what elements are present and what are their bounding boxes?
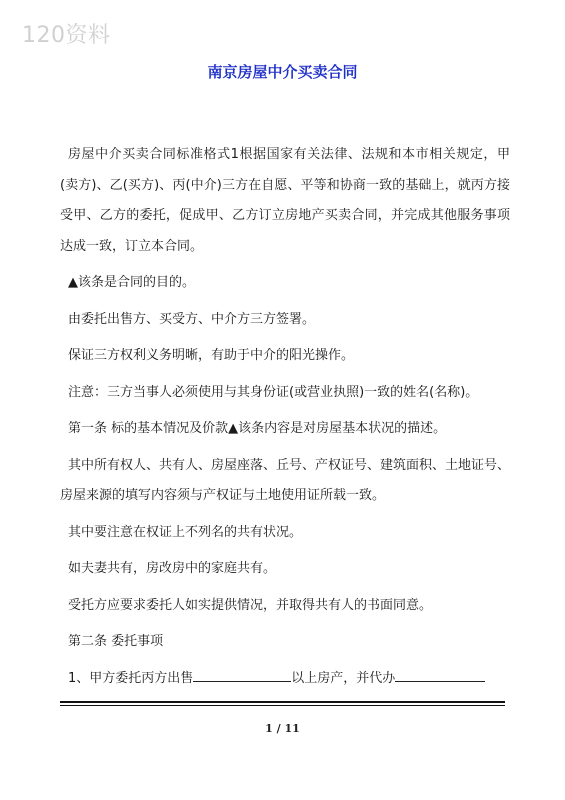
paragraph-intro: 房屋中介买卖合同标准格式1根据国家有关法律、法规和本市相关规定，甲(卖方)、乙(买方)、丙(中介)三方在自愿、平等和协商一致的基础上，就丙方接受甲、乙方的委托，促成甲、乙方订立房地产买卖合同，并完成其他服务事项达成一致，订立本合同。: [60, 147, 510, 254]
paragraph-owners: 其中所有权人、共有人、房屋座落、丘号、产权证号、建筑面积、土地证号、房屋来源的填写内容须与产权证与土地使用证所载一致。: [60, 457, 511, 503]
fill-blank-property[interactable]: [193, 666, 291, 682]
page-number: 1 / 11: [265, 722, 300, 735]
document-body: [60, 140, 510, 694]
paragraph-co-ownership: 其中要注意在权证上不列名的共有状况。: [68, 524, 303, 540]
clause-text-part2: 以上房产，并代办: [291, 670, 396, 686]
paragraph-rights: 保证三方权利义务明晰，有助于中介的阳光操作。: [68, 348, 355, 363]
clause-line-1: [60, 664, 510, 695]
footer-divider-thick: [60, 701, 505, 703]
paragraph-consent: 受托方应要求委托人如实提供情况，并取得共有人的书面同意。: [68, 597, 433, 613]
paragraph-article-1: 第一条 标的基本情况及价款▲该条内容是对房屋基本状况的描述。: [68, 421, 447, 436]
footer-divider-thin: [60, 705, 505, 706]
paragraph-signing: 由委托出售方、买受方、中介方三方签署。: [68, 311, 316, 327]
paragraph-spouse: 如夫妻共有，房改房中的家庭共有。: [68, 561, 277, 576]
paragraph-article-2: 第二条 委托事项: [68, 634, 164, 649]
paragraph-note-purpose: ▲该条是合同的目的。: [68, 275, 195, 290]
paragraph-attention: 注意：三方当事人必须使用与其身份证(或营业执照)一致的姓名(名称)。: [68, 384, 479, 400]
clause-text-part1: 1、甲方委托丙方出售: [68, 670, 194, 686]
document-title: 南京房屋中介买卖合同: [207, 63, 358, 81]
fill-blank-agency[interactable]: [395, 666, 485, 682]
watermark: 120资料: [22, 23, 111, 48]
